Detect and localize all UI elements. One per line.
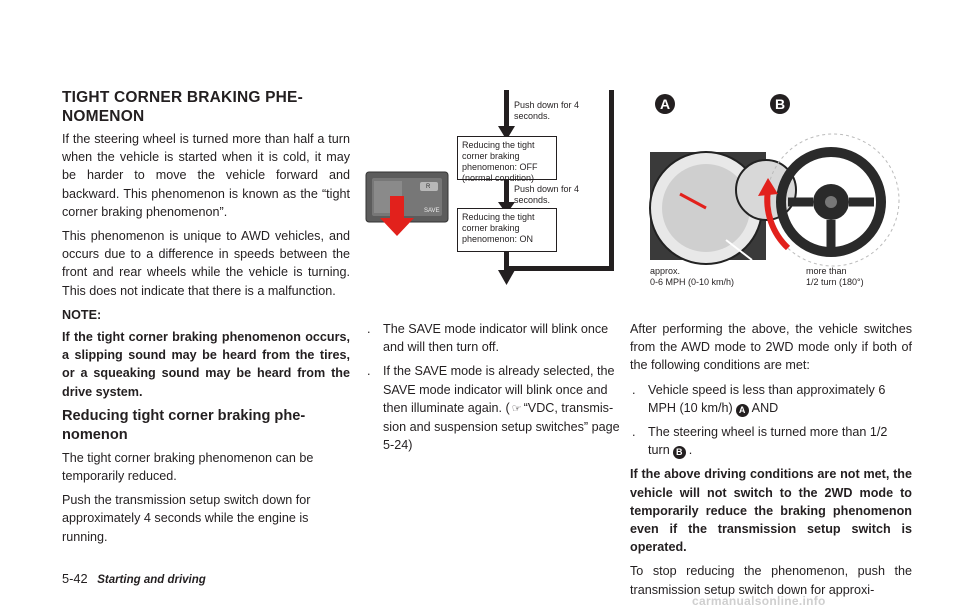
red-arrow-shaft [390,196,404,218]
note-text: If the tight corner braking phenomenon occurs, a slipping sound may be heard from the tires, or a squeaking sound may be heard from the drive system. [62,330,350,399]
state-box-on: Reducing the tight corner braking phenomenon: ON [457,208,557,252]
caption-a: approx. 0-6 MPH (0-10 km/h) [650,266,735,287]
push-label-2: Push down for 4 seconds. [514,184,580,205]
intro-paragraph: If the steering wheel is turned more than half a turn when the vehicle is started when it is cold, it may be harder to move the vehicle forward and backward. This phenomenon is known as the “tight corner braking phenomenon”. [62,132,350,219]
left-column [62,88,350,552]
stop-paragraph: To stop reducing the phenomenon, push the transmission setup switch down for approxi- [630,564,912,597]
switch-save-label: SAVE [424,208,440,214]
push-label-1: Push down for 4 seconds. [514,100,580,121]
conditions-paragraph: After performing the above, the vehicle switches from the AWD mode to 2WD mode only if both of the following conditions are met: [630,322,912,373]
caption-b: more than 1/2 turn (180°) [806,266,864,287]
section-title: Starting and driving [97,574,206,586]
flow-arrow-right [609,90,614,271]
page-reference-link[interactable]: “VDC, transmis- sion and suspension setup switches” page 5-24) [383,400,620,453]
watermark: carmanualsonline.info [692,594,826,608]
flow-arrowhead-bottom [498,270,515,285]
subsection-heading: Reducing tight corner braking phe- nomenon [62,407,306,443]
label-a-badge: A [655,94,675,114]
switch-top-label: R [426,184,431,190]
badge-a-icon: A [736,404,749,417]
page-number: 5-42 [62,571,88,586]
bullet-dot: . [632,382,636,397]
bullet-steering-condition: . The steering wheel is turned more than 1/2 turn B . [632,425,888,458]
badge-b-icon: B [673,446,686,459]
bullet-dot: . [367,322,371,336]
page-footer [62,571,206,586]
red-arrow-head [380,218,414,236]
instruction-paragraph: Push the transmission setup switch down for approximately 4 seconds while the engine is running. [62,493,311,544]
bullet-dot: . [632,425,636,440]
bullet-blink-once: . The SAVE mode indicator will blink once and will then turn off. [367,322,609,355]
bullet-save-selected: . If the SAVE mode is already selected, the SAVE mode indicator will blink once and then illuminate again. ( ☞ “VDC, transmis- sion and suspension setup switches” page 5-24) [367,364,620,453]
note-label: NOTE: [62,307,102,322]
section-heading: TIGHT CORNER BRAKING PHE- NOMENON [62,89,303,125]
warning-paragraph: If the above driving conditions are not met, the vehicle will not switch to the 2WD mode to temporarily reduce the braking phenomenon even if the transmission setup switch is operated. [630,467,912,555]
flow-arrow-bottom [504,266,614,271]
middle-column [365,320,625,460]
reduce-paragraph: The tight corner braking phenomenon can be temporarily reduced. [62,450,314,484]
label-b-badge: B [770,94,790,114]
awd-paragraph: This phenomenon is unique to AWD vehicles, and occurs due to a difference in speeds between the front and rear wheels while the vehicle is turning. This does not indicate that there is a malfunction. [62,229,350,298]
steering-logo [825,196,837,208]
state-box-off: Reducing the tight corner braking phenomenon: OFF (normal condition) [457,136,557,180]
right-column [630,320,912,605]
page-reference-icon: ☞ [511,402,522,415]
switch-diagram [360,90,640,290]
bullet-speed-condition: . Vehicle speed is less than approximately 6 MPH (10 km/h) A AND [632,382,886,415]
gauge-diagram [648,90,910,290]
bullet-dot: . [367,364,371,379]
gauge-steering-graphic [648,90,910,290]
